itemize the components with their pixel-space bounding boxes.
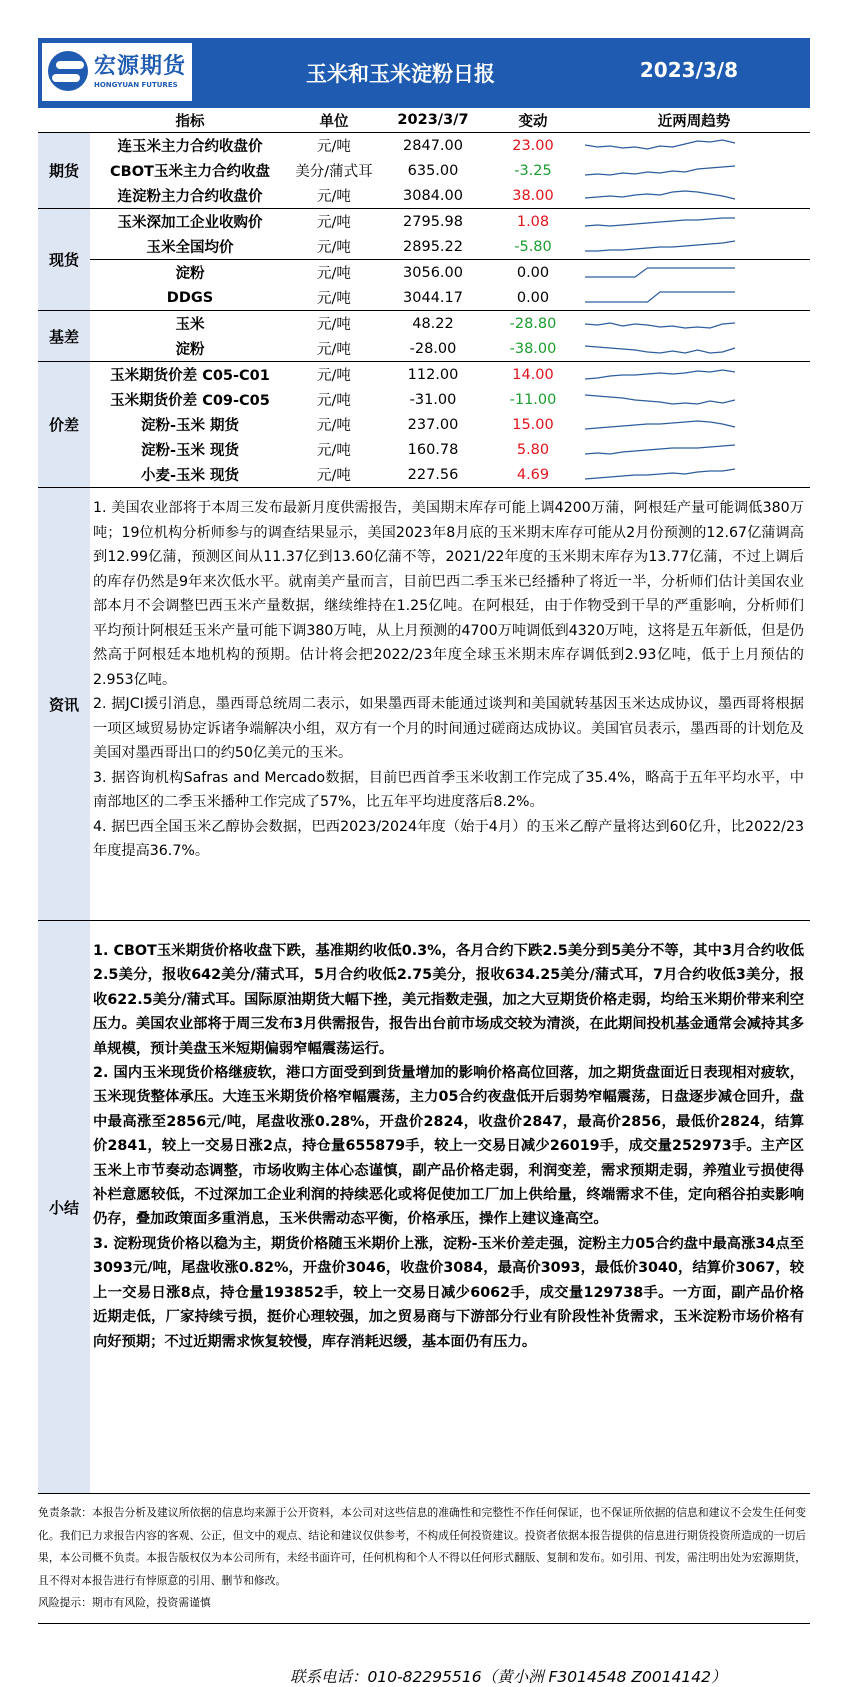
change-cell: 5.80 [516, 441, 550, 458]
trend-sparkline [578, 234, 810, 260]
change-cell: -38.00 [509, 340, 557, 357]
value-cell: 48.22 [378, 311, 488, 337]
value-cell: 2795.98 [378, 209, 488, 235]
trend-sparkline [578, 260, 810, 286]
indicator-name: 连淀粉主力合约收盘价 [117, 189, 263, 205]
sparkline-chart [582, 184, 738, 208]
table-row [38, 311, 810, 337]
trend-sparkline [578, 311, 810, 337]
change-cell: -11.00 [509, 391, 557, 408]
value-cell: -28.00 [409, 340, 457, 357]
table-row [38, 133, 810, 159]
indicator-name: 玉米 [90, 311, 290, 337]
news-paragraph: 3. 据咨询机构Safras and Mercado数据，目前巴西首季玉米收割工作完成了35.4%，略高于五年平均水平，中南部地区的二季玉米播种工作完成了57%，比五年平均进度落后8.2%。 [93, 769, 804, 810]
trend-sparkline [578, 362, 810, 388]
value-cell: 3056.00 [378, 260, 488, 286]
sparkline-chart [582, 438, 738, 462]
logo-name-cn: 宏源期货 [94, 54, 187, 79]
company-logo [42, 43, 192, 101]
sparkline-path [585, 241, 735, 251]
unit-cell: 元/吨 [317, 443, 351, 459]
unit-cell: 元/吨 [290, 133, 378, 159]
unit-cell: 元/吨 [317, 291, 351, 307]
sparkline-path [585, 140, 735, 149]
change-cell: 4.69 [516, 466, 550, 483]
trend-sparkline [578, 412, 810, 437]
risk-warning: 风险提示：期市有风险，投资需谨慎 [38, 1596, 211, 1609]
unit-cell: 元/吨 [317, 240, 351, 256]
value-cell: 2847.00 [378, 133, 488, 159]
change-cell: 38.00 [512, 187, 554, 204]
category-label: 基差 [38, 311, 90, 362]
value-cell: 3084.00 [403, 187, 463, 204]
summary-paragraph: 1. CBOT玉米期货价格收盘下跌，基准期约收低0.3%，各月合约下跌2.5美分到5美分不等，其中3月合约收低2.5美分，报收642美分/蒲式耳，5月合约收低2.75美分，报收634.25美分/蒲式耳，7月合约收低3美分，报收622.5美分/蒲式耳。国际原油期货大幅下挫，美元指数走强，加之大豆期货价格走弱，均给玉米期价带来利空压力。美国农业部将于周三发布3月供需报告，报告出台前市场成交较为清淡，在此期间投机基金通常会减持其多单规模，预计美盘玉米短期偏弱窄幅震荡运行。 [93, 943, 804, 1057]
value-cell: 227.56 [407, 466, 459, 483]
sparkline-chart [582, 210, 738, 234]
change-cell: 0.00 [516, 289, 550, 306]
header-trend: 近两周趋势 [657, 113, 731, 130]
table-row [38, 412, 810, 437]
table-row [38, 260, 810, 286]
unit-cell: 美分/蒲式耳 [295, 164, 373, 180]
table-row [38, 437, 810, 462]
sparkline-path [585, 191, 735, 199]
indicator-table [38, 108, 810, 487]
indicator-name: 玉米深加工企业收购价 [90, 209, 290, 235]
change-cell: -3.25 [514, 162, 552, 179]
trend-sparkline [578, 462, 810, 487]
news-paragraph: 2. 据JCI援引消息，墨西哥总统周二表示，如果墨西哥未能通过谈判和美国就转基因玉米达成协议，墨西哥将根据一项区域贸易协定诉诸争端解决小组，双方有一个月的时间通过磋商达成协议。美国官员表示，墨西哥的计划危及美国对墨西哥出口的约50亿美元的玉米。 [93, 696, 804, 761]
header-cell-empty [38, 108, 90, 133]
header-change: 变动 [518, 113, 548, 130]
sparkline-path [585, 395, 735, 404]
sparkline-chart [582, 388, 738, 412]
disclaimer-section [38, 1493, 810, 1624]
unit-cell: 元/吨 [317, 468, 351, 484]
trend-sparkline [578, 387, 810, 412]
category-label: 价差 [38, 362, 90, 488]
sparkline-chart [582, 286, 738, 310]
news-text [90, 488, 810, 920]
table-row [38, 336, 810, 362]
summary-paragraph: 2. 国内玉米现货价格继疲软，港口方面受到到货量增加的影响价格高位回落，加之期货盘面近日表现相对疲软，玉米现货整体承压。大连玉米期货价格窄幅震荡，主力05合约夜盘低开后弱势窄幅震荡，日盘逐步减仓回升，盘中最高涨至2856元/吨，尾盘收涨0.28%，开盘价2824，收盘价2847，最高价2856，最低价2824，结算价2841，较上一交易日涨2点，持仓量655879手，较上一交易日减少26019手，成交量252973手。主产区玉米上市节奏动态调整，市场收购主体心态谨慎，副产品价格走弱，利润变差，需求预期走弱，养殖业亏损使得补栏意愿较低，不过深加工企业利润的持续恶化或将促使加工厂加上供给量，终端需求不佳，定向稻谷拍卖影响仍存，叠加政策面多重消息，玉米供需动态平衡，价格承压，操作上建议逢高空。 [93, 1065, 804, 1228]
unit-cell: 元/吨 [290, 311, 378, 337]
change-cell: 0.00 [488, 260, 578, 286]
table-row [38, 462, 810, 487]
sparkline-path [585, 218, 735, 226]
report-header [38, 38, 810, 108]
table-row [38, 183, 810, 209]
table-row [38, 285, 810, 311]
sparkline-chart [582, 159, 738, 183]
indicator-name: 淀粉-玉米 现货 [140, 443, 240, 459]
sparkline-path [585, 268, 735, 277]
change-cell: 14.00 [488, 362, 578, 388]
sparkline-path [585, 166, 735, 175]
header-unit: 单位 [319, 113, 349, 130]
sparkline-chart [582, 312, 738, 336]
unit-cell: 元/吨 [290, 260, 378, 286]
table-row [38, 362, 810, 388]
header-date: 2023/3/7 [397, 112, 469, 128]
summary-section [38, 920, 810, 1493]
change-cell: 1.08 [488, 209, 578, 235]
sparkline-path [585, 445, 735, 454]
contact-info: 联系电话：010-82295516（黄小洲 F3014548 Z0014142） [290, 1668, 727, 1686]
summary-text [90, 921, 810, 1493]
sparkline-path [585, 370, 735, 379]
trend-sparkline [578, 437, 810, 462]
sparkline-path [585, 292, 735, 302]
category-label: 现货 [38, 209, 90, 311]
report-date: 2023/3/8 [639, 58, 738, 82]
news-section [38, 487, 810, 920]
sparkline-chart [582, 261, 738, 285]
value-cell: 2895.22 [403, 238, 463, 255]
indicator-name: 淀粉-玉米 期货 [140, 418, 240, 434]
table-header-row [38, 108, 810, 133]
trend-sparkline [578, 209, 810, 235]
news-label: 资讯 [38, 488, 90, 920]
value-cell: 635.00 [407, 162, 459, 179]
unit-cell: 元/吨 [317, 418, 351, 434]
value-cell: 112.00 [378, 362, 488, 388]
trend-sparkline [578, 285, 810, 311]
indicator-name: 淀粉 [90, 260, 290, 286]
indicator-name: 小麦-玉米 现货 [140, 468, 240, 484]
table-row [38, 209, 810, 235]
value-cell: 237.00 [407, 416, 459, 433]
summary-paragraph: 3. 淀粉现货价格以稳为主，期货价格随玉米期价上涨，淀粉-玉米价差走强，淀粉主力05合约盘中最高涨34点至3093元/吨，尾盘收涨0.82%，开盘价3046，收盘价3084，最高价3093，最低价3040，结算价3067，较上一交易日涨8点，持仓量193852手，较上一交易日减少6062手，成交量129738手。一方面，副产品价格近期走低，厂家持续亏损，挺价心理较强，加之贸易商与下游部分行业有阶段性补货需求，玉米淀粉市场价格有向好预期；不过近期需求恢复较慢，库存消耗迟缓，基本面仍有压力。 [93, 1235, 804, 1350]
news-paragraph: 1. 美国农业部将于本周三发布最新月度供需报告，美国期末库存可能上调4200万蒲，阿根廷产量可能调低380万吨；19位机构分析师参与的调查结果显示，美国2023年8月底的玉米期末库存可能从2月份预测的12.67亿蒲调高到12.99亿蒲，预测区间从11.37亿到13.60亿蒲不等，2021/22年度的玉米期末库存为13.77亿蒲，不过上调后的库存仍然是9年来次低水平。就南美产量而言，目前巴西二季玉米已经播种了将近一半，分析师们估计美国农业部本月不会调整巴西玉米产量数据，继续维持在1.25亿吨。在阿根廷，由于作物受到干旱的严重影响，分析师们平均预计阿根廷玉米产量可能下调380万吨，从上月预测的4700万吨调低到4320万吨，这将是五年新低，但是仍然高于阿根廷本地机构的预期。估计将会把2022/23年度全球玉米期末库存调低到2.93亿吨，低于上月预估的2.953亿吨。 [93, 500, 804, 688]
trend-sparkline [578, 158, 810, 183]
value-cell: 3044.17 [403, 289, 463, 306]
unit-cell: 元/吨 [317, 393, 351, 409]
table-row [38, 387, 810, 412]
change-cell: -28.80 [488, 311, 578, 337]
report-frame [38, 38, 810, 1624]
unit-cell: 元/吨 [290, 209, 378, 235]
indicator-name: CBOT玉米主力合约收盘 [110, 164, 270, 180]
report-title: 玉米和玉米淀粉日报 [306, 62, 495, 86]
summary-label: 小结 [38, 921, 90, 1493]
sparkline-path [585, 323, 735, 328]
sparkline-chart [582, 235, 738, 259]
sparkline-path [585, 346, 735, 353]
indicator-name: DDGS [166, 289, 214, 306]
logo-name-en: HONGYUAN FUTURES [94, 81, 178, 89]
trend-sparkline [578, 336, 810, 362]
sparkline-path [585, 469, 735, 479]
sparkline-chart [582, 337, 738, 361]
disclaimer-text: 免责条款：本报告分析及建议所依据的信息均来源于公开资料，本公司对这些信息的准确性和完整性不作任何保证，也不保证所依据的信息和建议不会发生任何变化。我们已力求报告内容的客观、公正，但文中的观点、结论和建议仅供参考，不构成任何投资建议。投资者依据本报告提供的信息进行期货投资所造成的一切后果，本公司概不负责。本报告版权仅为本公司所有，未经书面许可，任何机构和个人不得以任何形式翻版、复制和发布。如引用、刊发，需注明出处为宏源期货，且不得对本报告进行有悖原意的引用、删节和修改。 [38, 1506, 806, 1587]
indicator-name: 玉米期货价差 C05-C01 [90, 362, 290, 388]
table-row [38, 234, 810, 260]
header-indicator: 指标 [175, 113, 205, 130]
table-row [38, 158, 810, 183]
sparkline-chart [582, 463, 738, 487]
value-cell: -31.00 [409, 391, 457, 408]
unit-cell: 元/吨 [317, 342, 351, 358]
indicator-name: 淀粉 [175, 342, 205, 358]
sparkline-chart [582, 363, 738, 387]
unit-cell: 元/吨 [290, 362, 378, 388]
unit-cell: 元/吨 [317, 189, 351, 205]
sparkline-chart [582, 134, 738, 158]
sparkline-chart [582, 413, 738, 437]
indicator-name: 玉米期货价差 C09-C05 [110, 393, 270, 409]
news-paragraph: 4. 据巴西全国玉米乙醇协会数据，巴西2023/2024年度（始于4月）的玉米乙醇产量将达到60亿升，比2022/23年度提高36.7%。 [93, 818, 804, 859]
indicator-name: 连玉米主力合约收盘价 [90, 133, 290, 159]
indicator-name: 玉米全国均价 [146, 240, 234, 256]
logo-mark-icon [48, 51, 88, 91]
change-cell: 23.00 [488, 133, 578, 159]
change-cell: -5.80 [514, 238, 552, 255]
change-cell: 15.00 [512, 416, 554, 433]
value-cell: 160.78 [407, 441, 459, 458]
trend-sparkline [578, 183, 810, 209]
category-label: 期货 [38, 133, 90, 209]
sparkline-path [585, 421, 735, 429]
trend-sparkline [578, 133, 810, 159]
